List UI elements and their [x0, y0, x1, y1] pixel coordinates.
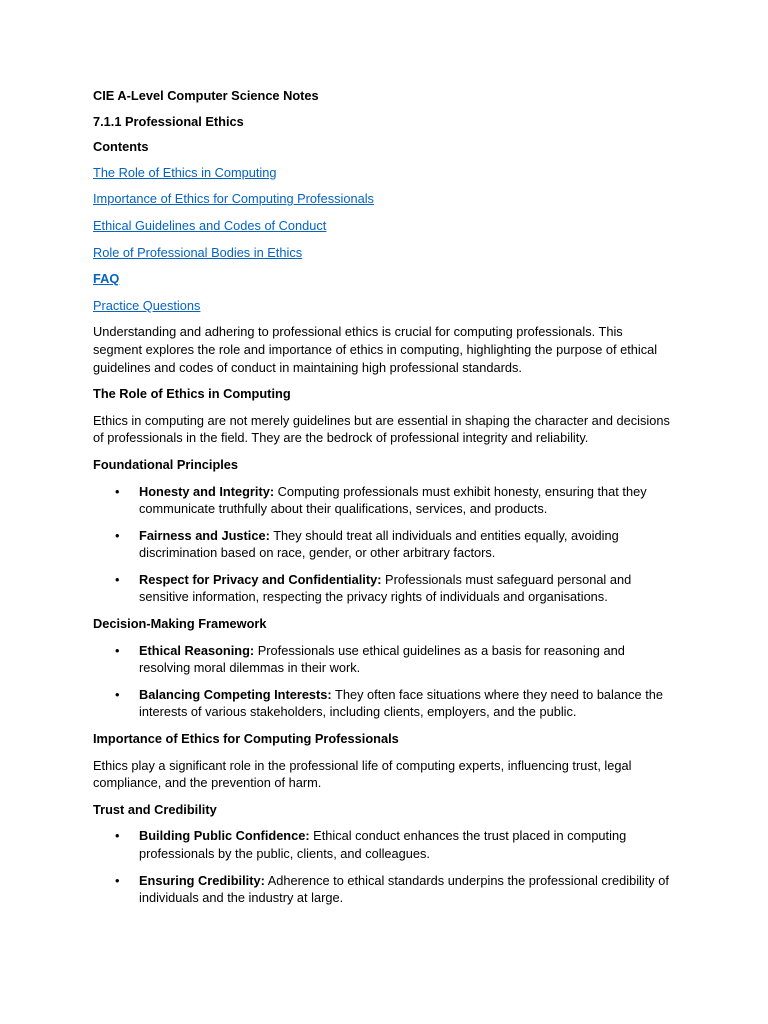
- list-item-term: Ensuring Credibility:: [139, 872, 265, 888]
- list-item: [139, 483, 675, 518]
- subheading-trust: Trust and Credibility: [93, 801, 217, 817]
- table-of-contents: [93, 164, 675, 315]
- doc-title: CIE A-Level Computer Science Notes: [93, 88, 319, 103]
- foundational-list: [93, 483, 675, 607]
- list-item-text: Adherence to ethical standards underpins the professional credibility of individuals and the industry at large.: [139, 872, 669, 906]
- list-item-text: Ethical conduct enhances the trust placed in computing professionals by the public, clients, and colleagues.: [139, 828, 627, 861]
- list-item-text: They often face situations where they need to balance the interests of various stakeholders, including clients, employers, and the public.: [139, 686, 663, 720]
- list-item-term: Honesty and Integrity:: [139, 483, 275, 499]
- list-item-term: Building Public Confidence:: [139, 828, 310, 844]
- subheading-decision-making: Decision-Making Framework: [93, 616, 267, 632]
- toc-link-practice-questions[interactable]: Practice Questions: [93, 297, 201, 313]
- list-item-term: Ethical Reasoning:: [139, 642, 255, 658]
- contents-heading: Contents: [93, 139, 149, 155]
- list-item: [139, 527, 675, 562]
- list-item: [139, 872, 675, 907]
- list-item-term: Balancing Competing Interests:: [139, 686, 332, 702]
- toc-link-faq[interactable]: FAQ: [93, 271, 120, 287]
- list-item-text: Professionals use ethical guidelines as a basis for reasoning and resolving moral dilemmas in their work.: [139, 642, 625, 676]
- list-item: [139, 642, 675, 677]
- section-title: 7.1.1 Professional Ethics: [93, 113, 244, 129]
- list-item: [139, 686, 675, 721]
- list-item-term: Respect for Privacy and Confidentiality:: [139, 571, 382, 587]
- toc-link-role-of-ethics[interactable]: The Role of Ethics in Computing: [93, 164, 277, 180]
- list-item: [139, 571, 675, 606]
- toc-link-ethical-guidelines[interactable]: Ethical Guidelines and Codes of Conduct: [93, 217, 327, 233]
- importance-paragraph: Ethics play a significant role in the professional life of computing experts, influencing trust, legal compliance, and the prevention of harm.: [93, 757, 632, 791]
- list-item-text: Computing professionals must exhibit honesty, ensuring that they communicate truthfully about their qualifications, services, and products.: [139, 483, 647, 517]
- list-item-text: They should treat all individuals and entities equally, avoiding discrimination based on race, gender, or other arbitrary factors.: [139, 527, 619, 561]
- list-item-term: Fairness and Justice:: [139, 527, 270, 543]
- list-item-text: Professionals must safeguard personal and sensitive information, respecting the privacy rights of individuals and organisations.: [139, 571, 632, 605]
- toc-link-professional-bodies[interactable]: Role of Professional Bodies in Ethics: [93, 244, 303, 260]
- trust-list: [93, 827, 675, 906]
- list-item: [139, 827, 675, 862]
- subheading-foundational: Foundational Principles: [93, 456, 239, 472]
- intro-paragraph: Understanding and adhering to professional ethics is crucial for computing professionals. This segment explores the role and importance of ethics in computing, highlighting the purpose of ethical guidelines and codes of conduct in maintaining high professional standards.: [93, 324, 658, 375]
- section-heading-importance: Importance of Ethics for Computing Professionals: [93, 731, 399, 747]
- section-heading-role: The Role of Ethics in Computing: [93, 386, 291, 402]
- toc-link-importance-of-ethics[interactable]: Importance of Ethics for Computing Professionals: [93, 191, 374, 207]
- role-paragraph: Ethics in computing are not merely guidelines but are essential in shaping the character and decisions of professionals in the field. They are the bedrock of professional integrity and reliability.: [93, 412, 670, 446]
- decision-list: [93, 642, 675, 721]
